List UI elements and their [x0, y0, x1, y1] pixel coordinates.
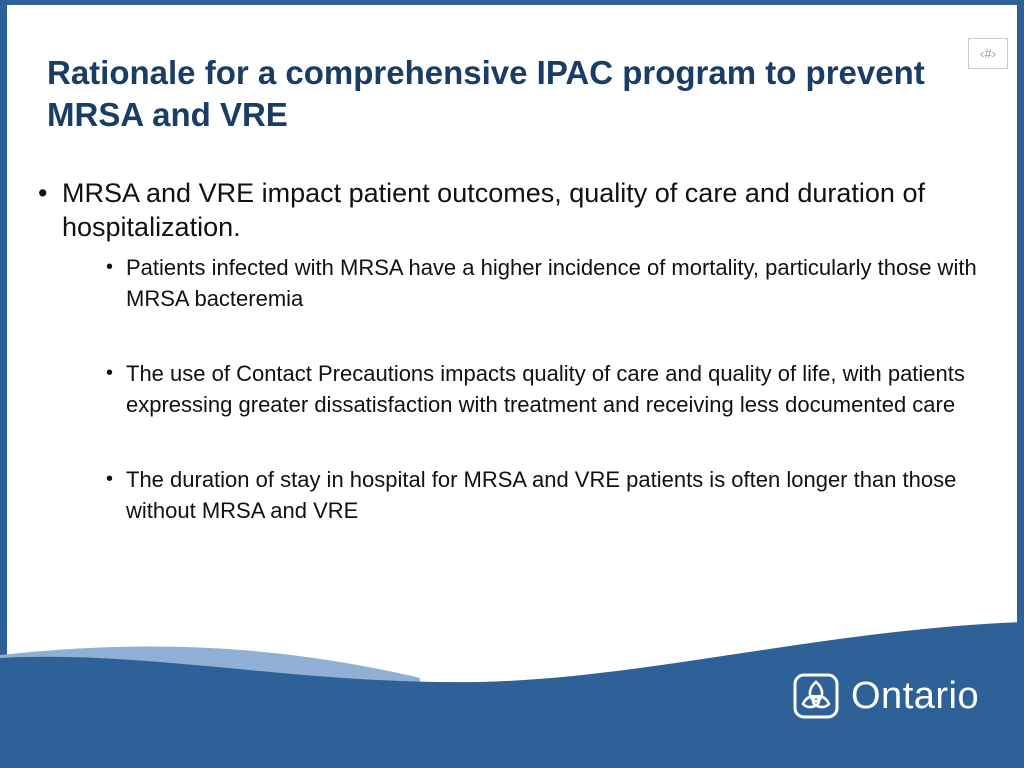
trillium-icon	[793, 673, 839, 719]
bullet-dot-icon: •	[106, 256, 114, 278]
logo-text: Ontario	[851, 675, 980, 717]
sub-bullet-item	[62, 358, 978, 420]
bullet-text: MRSA and VRE impact patient outcomes, quality of care and duration of hospitalization.	[62, 178, 925, 242]
slide-number-placeholder: ‹#›	[968, 38, 1008, 69]
sub-bullet-item	[62, 464, 978, 526]
sub-bullet-item	[62, 252, 978, 314]
sub-bullet-list	[62, 252, 978, 526]
sub-bullet-text: The duration of stay in hospital for MRSA and VRE patients is often longer than those without MRSA and VRE	[126, 467, 957, 523]
ontario-logo	[793, 673, 979, 719]
bullet-dot-icon: •	[106, 362, 114, 384]
bullet-dot-icon: •	[106, 468, 114, 490]
slide-title: Rationale for a comprehensive IPAC program to prevent MRSA and VRE	[47, 54, 925, 133]
bullet-dot-icon: •	[38, 178, 48, 208]
bullet-item	[38, 176, 978, 526]
sub-bullet-text: Patients infected with MRSA have a higher incidence of mortality, particularly those with MRSA bacteremia	[126, 255, 977, 311]
bullet-list	[38, 176, 978, 570]
sub-bullet-text: The use of Contact Precautions impacts quality of care and quality of life, with patients expressing greater dissatisfaction with treatment and receiving less documented care	[126, 361, 965, 417]
